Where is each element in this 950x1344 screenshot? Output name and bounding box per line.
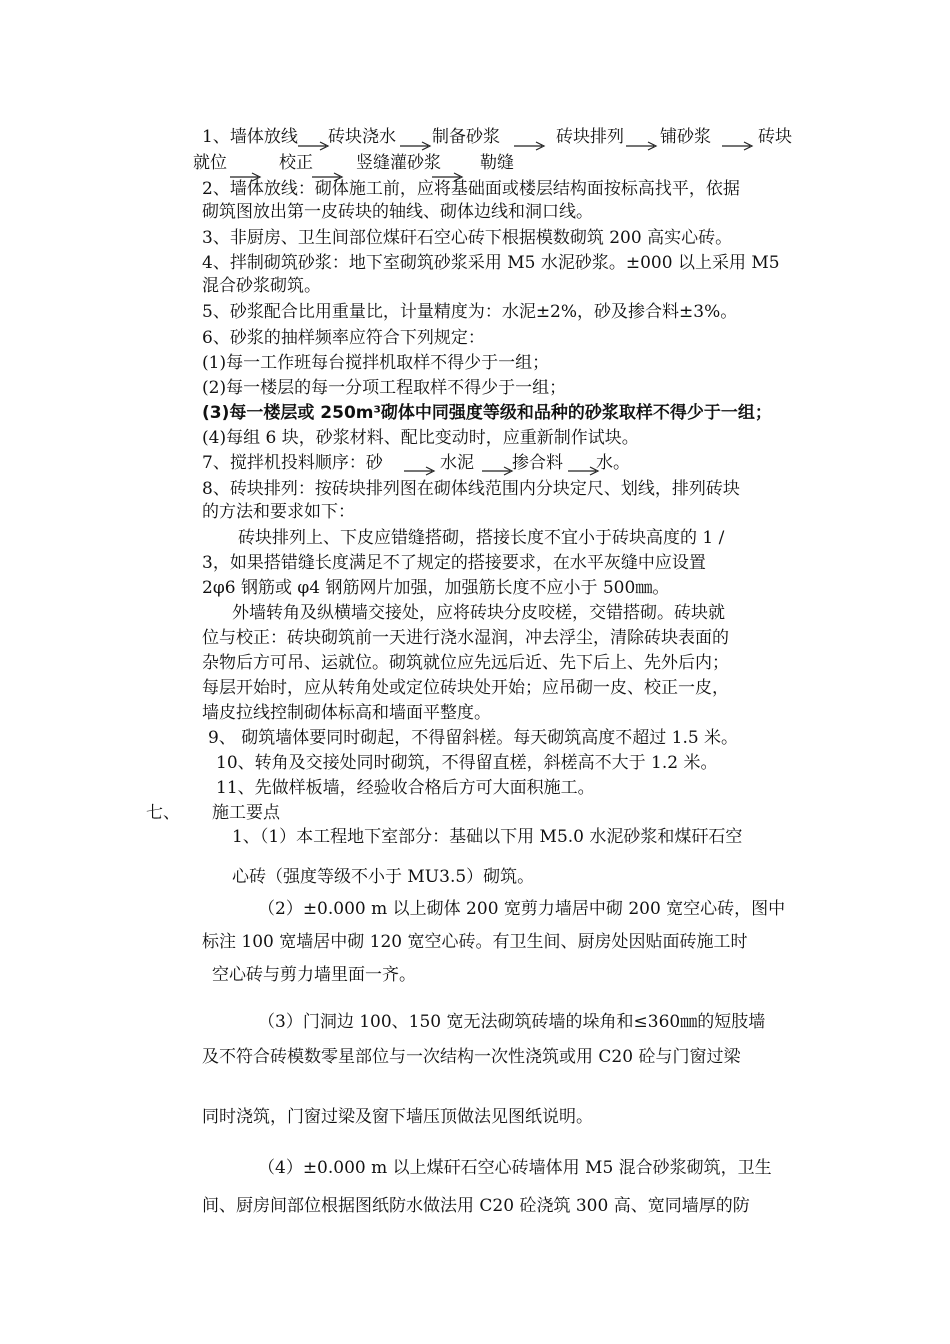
item-8-line-2: 的方法和要求如下：	[202, 502, 355, 522]
point-1-line-2: 心砖（强度等级不小于 MU3.5）砌筑。	[232, 867, 535, 887]
item-4-line-2: 混合砂浆砌筑。	[202, 276, 321, 296]
point-3-line-3: 同时浇筑，门窗过梁及窗下墙压顶做法见图纸说明。	[202, 1107, 593, 1127]
item-8-line-5: 2φ6 钢筋或 φ4 钢筋网片加强，加强筋长度不应小于 500㎜。	[202, 578, 670, 598]
item-6: 6、砂浆的抽样频率应符合下列规定：	[202, 328, 485, 348]
item-7-step-2: 水泥	[440, 453, 474, 473]
section-title: 施工要点	[212, 803, 280, 823]
item-8-line-8: 杂物后方可吊、运就位。砌筑就位应先远后近、先下后上、先外后内；	[202, 653, 729, 673]
point-2-line-1: （2）±0.000 m 以上砌体 200 宽剪力墙居中砌 200 宽空心砖，图中	[258, 899, 786, 919]
item-2-line-2: 砌筑图放出第一皮砖块的轴线、砌体边线和洞口线。	[202, 202, 593, 222]
arrow-icon	[512, 141, 552, 151]
arrow-icon	[398, 141, 438, 151]
item-6-rule-4: (4)每组 6 块，砂浆材料、配比变动时，应重新制作试块。	[202, 428, 639, 448]
flow-step-6: 砖块	[758, 127, 792, 147]
flow-step-10: 勒缝	[480, 153, 514, 173]
section-number: 七、	[146, 803, 180, 823]
item-8-line-9: 每层开始时，应从转角处或定位砖块处开始；应吊砌一皮、校正一皮，	[202, 678, 729, 698]
item-8-line-6: 外墙转角及纵横墙交接处，应将砖块分皮咬槎，交错搭砌。砖块就	[232, 603, 725, 623]
item-8-line-7: 位与校正：砖块砌筑前一天进行浇水湿润，冲去浮尘，清除砖块表面的	[202, 628, 729, 648]
item-8-line-10: 墙皮拉线控制砌体标高和墙面平整度。	[202, 703, 491, 723]
flow-step-7: 就位	[193, 153, 227, 173]
point-4-line-1: （4）±0.000 m 以上煤矸石空心砖墙体用 M5 混合砂浆砌筑，卫生	[258, 1158, 772, 1178]
flow-step-3: 制备砂浆	[432, 127, 500, 147]
flow-step-4: 砖块排列	[556, 127, 624, 147]
flow-step-2: 砖块浇水	[328, 127, 396, 147]
item-9: 9、 砌筑墙体要同时砌起，不得留斜槎。每天砌筑高度不超过 1.5 米。	[208, 728, 739, 748]
arrow-icon	[720, 141, 760, 151]
point-2-line-2: 标注 100 宽墙居中砌 120 宽空心砖。有卫生间、厨房处因贴面砖施工时	[202, 932, 748, 952]
point-1-line-1: 1、（1）本工程地下室部分：基础以下用 M5.0 水泥砂浆和煤矸石空	[232, 827, 743, 847]
point-4-line-2: 间、厨房间部位根据图纸防水做法用 C20 砼浇筑 300 高、宽同墙厚的防	[202, 1196, 750, 1216]
item-6-rule-3: (3)每一楼层或 250m³砌体中同强度等级和品种的砂浆取样不得少于一组；	[202, 403, 772, 423]
arrow-icon	[624, 141, 664, 151]
item-8-line-1: 8、砖块排列：按砖块排列图在砌体线范围内分块定尺、划线，排列砖块	[202, 479, 740, 499]
item-10: 10、转角及交接处同时砌筑，不得留直槎，斜槎高不大于 1.2 米。	[216, 753, 718, 773]
arrow-icon	[480, 466, 520, 476]
arrow-icon	[566, 466, 606, 476]
point-3-line-2: 及不符合砖模数零星部位与一次结构一次性浇筑或用 C20 砼与门窗过梁	[202, 1047, 741, 1067]
flow-step-5: 铺砂浆	[660, 127, 711, 147]
flow-step-8: 校正	[279, 153, 313, 173]
item-7-label: 7、搅拌机投料顺序：砂	[202, 453, 383, 473]
point-2-line-3: 空心砖与剪力墙里面一齐。	[212, 965, 416, 985]
item-8-line-4: 3，如果搭错缝长度满足不了规定的搭接要求，在水平灰缝中应设置	[202, 553, 706, 573]
arrow-icon	[402, 466, 442, 476]
flow-step-9: 竖缝灌砂浆	[356, 153, 441, 173]
flow-step-1: 1、墙体放线	[202, 127, 298, 147]
item-7-step-3: 掺合料	[512, 453, 563, 473]
item-4-line-1: 4、拌制砌筑砂浆：地下室砌筑砂浆采用 M5 水泥砂浆。±000 以上采用 M5	[202, 253, 780, 273]
item-8-line-3: 砖块排列上、下皮应错缝搭砌，搭接长度不宜小于砖块高度的 1 /	[238, 528, 725, 548]
arrow-icon	[296, 141, 336, 151]
item-11: 11、先做样板墙，经验收合格后方可大面积施工。	[216, 778, 595, 798]
item-5: 5、砂浆配合比用重量比，计量精度为：水泥±2%，砂及掺合料±3%。	[202, 302, 738, 322]
item-7-step-4: 水。	[596, 453, 630, 473]
item-2-line-1: 2、墙体放线：砌体施工前，应将基础面或楼层结构面按标高找平，依据	[202, 179, 740, 199]
point-3-line-1: （3）门洞边 100、150 宽无法砌筑砖墙的垛角和≤360㎜的短肢墙	[258, 1012, 766, 1032]
item-6-rule-2: (2)每一楼层的每一分项工程取样不得少于一组；	[202, 378, 567, 398]
item-6-rule-1: (1)每一工作班每台搅拌机取样不得少于一组；	[202, 353, 550, 373]
item-3: 3、非厨房、卫生间部位煤矸石空心砖下根据模数砌筑 200 高实心砖。	[202, 228, 733, 248]
